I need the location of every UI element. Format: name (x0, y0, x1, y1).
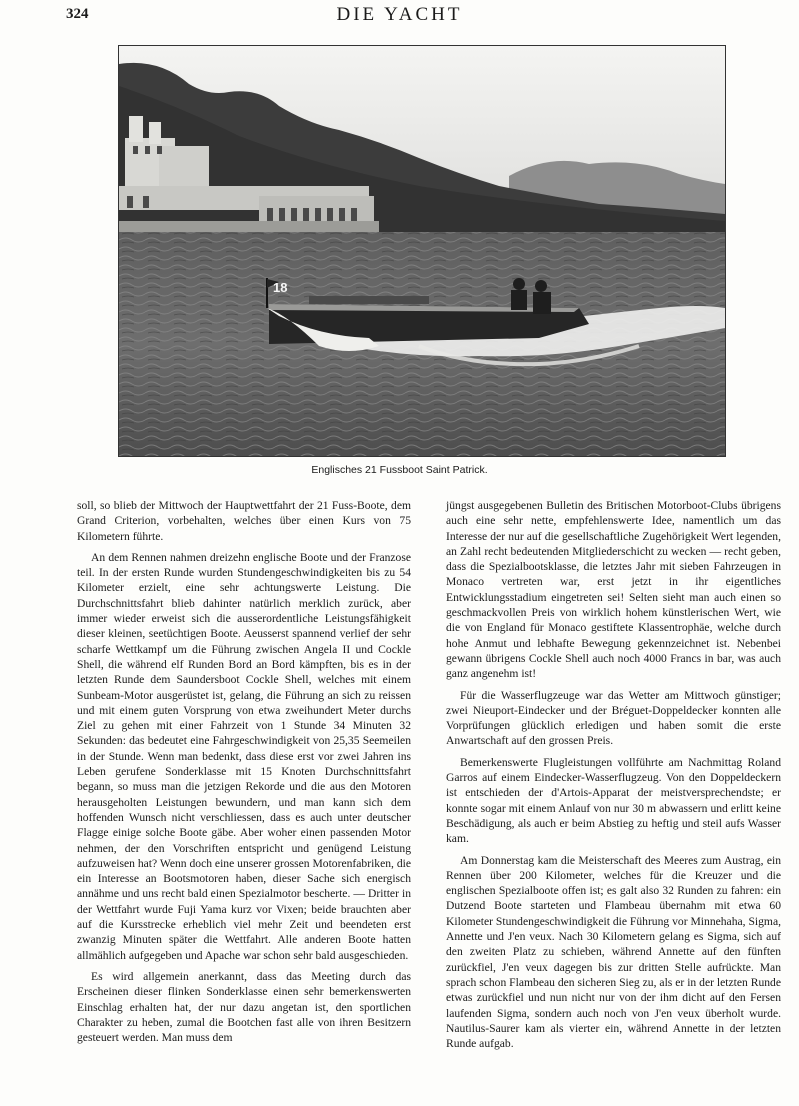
paragraph: Für die Wasserflugzeuge war das Wetter am Mittwoch günstiger; zwei Nieuport-Eindecker und der Bréguet-Doppeldecker konnten alle Vorprüfungen glücklich erledigen und haben somit die erste Anwartschaft auf den grossen Preis. (446, 688, 781, 748)
paragraph: jüngst ausgegebenen Bulletin des Britischen Motorboot-Clubs übrigens auch eine sehr nette, empfehlenswerte Idee, namentlich um das Interesse der nur auf die gesellschaftliche Zugehörigkeit Wert legenden, an Zahl recht bedeutenden Mitgliederschicht zu wecken — recht geben, dass die Spezialbootsklasse, die letztes Jahr mit sieben Fahrzeugen in Monaco vertreten war, erst jetzt in ihr eigentliches Entwicklungsstadium eingetreten sei! Selten sieht man auch einen so geschmackvollen Preis von wirklich hohem künstlerischen Wert, wie die von England für Monaco gestiftete Klassentrophäe, welche durch hohe Anmut und lebhafte Bewegung gekennzeichnet ist. Nebenbei gewann übrigens Cockle Shell auch noch 4000 Francs in bar, was auch ganz angenehm ist! (446, 499, 781, 681)
boat-photograph (118, 45, 726, 457)
figure-caption: Englisches 21 Fussboot Saint Patrick. (311, 464, 488, 476)
boat-number-label: 18 (273, 280, 288, 295)
page-number: 324 (66, 6, 89, 22)
paragraph: Bemerkenswerte Flugleistungen vollführte am Nachmittag Roland Garros auf einem Eindecker-Wasserflugzeug. Von den Doppeldeckern ist entschieden der d'Artois-Apparat der meistversprechendste; er konnte sogar mit einem Anlauf von nur 30 m abwassern und erlitt keine Beschädigung, als auch er beim Abstieg zu heftig und steil aufs Wasser kam. (446, 755, 781, 846)
paragraph: Am Donnerstag kam die Meisterschaft des Meeres zum Austrag, ein Rennen über 200 Kilometer, welches für die Kreuzer und die englischen Spezialboote offen ist; es galt also 32 Runden zu fahren: ein Dutzend Boote starteten und Flambeau übernahm mit etwa 60 Kilometer Stundengeschwindigkeit die Führung vor Minnehaha, Sigma, Annette und J'en veux. Nach 30 Kilometern gelang es Sigma, sich auf den zweiten Platz zu schieben, während Annette auf den fünften zurückfiel, J'en veux dagegen bis zur dritten Stelle aufrückte. Man sprach schon Flambeau den sicheren Sieg zu, als er in der letzten Runde etwas zurückfiel und nun nicht nur von der ihm dicht auf den Fersen laufenden Sigma, sondern auch noch von J'en veux überholt wurde. Nautilus-Saurer kam als vierter ein, während Annette in der letzten Runde aufgab. (446, 853, 781, 1051)
right-text-column (446, 498, 781, 1057)
paragraph: Es wird allgemein anerkannt, dass das Meeting durch das Erscheinen dieser flinken Sonderklasse einen sehr bemerkenswerten Einschlag erhalten hat, der nur dazu angetan ist, den sportlichen Charakter zu heben, zumal die Bootchen fast alle von ihren Besitzern gesteuert werden. Man muss dem (77, 969, 411, 1045)
paragraph: soll, so blieb der Mittwoch der Hauptwettfahrt der 21 Fuss-Boote, dem Grand Criterion, vorbehalten, welches über einen Kurs von 75 Kilometern führte. (77, 499, 411, 543)
paragraph: An dem Rennen nahmen dreizehn englische Boote und der Franzose teil. In der ersten Runde wurden Stundengeschwindigkeiten bis zu 54 Kilometer erzielt, eine sehr achtungswerte Leistung. Die Durchschnittsfahrt blieb dahinter natürlich merklich zurück, aber immer wieder erweist sich die ausserordentliche Leistungsfähigkeit dieser kleinen, seetüchtigen Boote. Aeusserst spannend verlief der sehr scharfe Wettkampf um die Führung zwischen Angela II und Cockle Shell, die während elf Runden Bord an Bord kämpften, bis es in der letzten Runde dem Saundersboot Cockle Shell, welches mit einem Sunbeam-Motor ausgerüstet ist, gelang, die Führung an sich zu reissen und mit einem guten Vorsprung von etwa zweihundert Meter durchs Ziel zu gehen mit einer Fahrzeit von 1 Stunde 34 Minuten 32 Sekunden: das bedeutet eine Fahrgeschwindigkeit von 25,35 Seemeilen in der Stunde. Wenn man bedenkt, dass diese erst vor zwei Jahren ins Leben gerufene Sonderklasse mit 15 Knoten Durchschnittsfahrt begann, so muss man die jetzigen Rekorde und die aus den Motoren herausgeholten Leistungen bewundern, und man kann sich dem hoffenden Wunsch nicht verschliessen, dass es auch unter deutscher Flagge einige solche Boote gäbe. Aber woher einen passenden Motor nehmen, der den Vorschriften entspricht und genügend Leistung aufzuweisen hat? Wenn doch eine unserer grossen Motorenfabriken, die ein Interesse an Bootsmotoren haben, dieser Sache sich energisch annähme und uns recht bald einen Spezialmotor bescherte. — Dritter in der Wettfahrt wurde Fuji Yama kurz vor Vixen; beide brauchten aber auf die Kursstrecke erheblich viel mehr Zeit und beendeten erst zwanzig Minuten später die Wettfahrt. Alle anderen Boote hatten allmählich aufgegeben und Apache war schon sehr bald ausgeschieden. (77, 550, 411, 962)
running-title: DIE YACHT (336, 4, 463, 25)
left-text-column (77, 498, 411, 1051)
